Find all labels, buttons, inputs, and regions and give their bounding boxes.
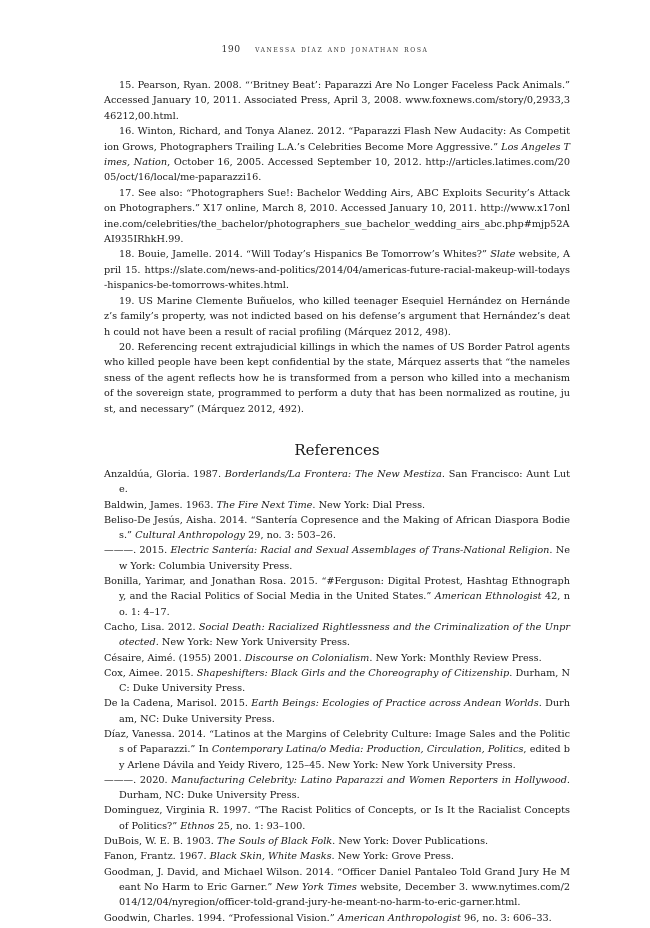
reference-entry: Fanon, Frantz. 1967. Black Skin, White Masks. New York: Grove Press.: [104, 851, 454, 863]
endnotes: [104, 78, 570, 417]
endnote: 16. Winton, Richard, and Tonya Alanez. 2012. “Paparazzi Flash New Audacity: As Competition Grows, Photographers Trailing L.A.’s Celebrities Become More Aggressive.” Los Angeles Times, Nation, October 16, 2005. Accessed September 10, 2012. http://articles.latimes.com/2005/oct/16/local/me-paparazzi16.: [104, 126, 571, 184]
endnote: 18. Bouie, Jamelle. 2014. “Will Today’s Hispanics Be Tomorrow’s Whites?” Slate website, April 15. https://slate.com/news-and-politics/2014/04/americas-future-racial-makeup-will-todays-hispanics-be-tomorrows-whites.html.: [104, 249, 570, 292]
reference-entry: Bonilla, Yarimar, and Jonathan Rosa. 2015. “#Ferguson: Digital Protest, Hashtag Ethnography, and the Racial Politics of Social Media in the United States.” American Ethnologist 42, no. 1: 4–17.: [104, 576, 570, 618]
reference-entry: ———. 2020. Manufacturing Celebrity: Latino Paparazzi and Women Reporters in Hollywood. Durham, NC: Duke University Press.: [104, 774, 570, 802]
endnote: 17. See also: “Photographers Sue!: Bachelor Wedding Airs, ABC Exploits Security’s Attack on Photographers.” X17 online, March 8, 2010. Accessed January 10, 2011. http://www.x17online.com/celebrities/the_bachelor/photographers_sue_bachelor_wedding_airs_abc.php#mjp52AAI935IRhkH.99.: [104, 187, 570, 246]
reference-entry: De la Cadena, Marisol. 2015. Earth Beings: Ecologies of Practice across Andean Worlds. Durham, NC: Duke University Press.: [104, 698, 570, 725]
references-list: [104, 467, 570, 926]
endnote: 20. Referencing recent extrajudicial killings in which the names of US Border Patrol agents who killed people have been kept confidential by the state, Márquez asserts that “the namelessness of the agent reflects how he is transformed from a person who killed into a mechanism of the sovereign state, programmed to perform a duty that has been normalized as routine, just, and necessary” (Márquez 2012, 492).: [104, 341, 571, 415]
reference-entry: Dominguez, Virginia R. 1997. “The Racist Politics of Concepts, or Is It the Racialist Concepts of Politics?” Ethnos 25, no. 1: 93–100.: [104, 805, 570, 832]
reference-entry: Goodman, J. David, and Michael Wilson. 2014. “Officer Daniel Pantaleo Told Grand Jury He Meant No Harm to Eric Garner.” New York Times website, December 3. www.nytimes.com/2014/12/04/nyregion/officer-told-grand-jury-he-meant-no-harm-to-eric-garner.html.: [104, 866, 570, 909]
reference-entry: DuBois, W. E. B. 1903. The Souls of Black Folk. New York: Dover Publications.: [104, 836, 489, 848]
reference-entry: Díaz, Vanessa. 2014. “Latinos at the Margins of Celebrity Culture: Image Sales and the Politics of Paparazzi.” In Contemporary Latina/o Media: Production, Circulation, Politics, edited by Arlene Dávila and Yeidy Rivero, 125–45. New York: New York University Press.: [104, 728, 570, 771]
reference-entry: Baldwin, James. 1963. The Fire Next Time. New York: Dial Press.: [104, 499, 426, 511]
endnote: 19. US Marine Clemente Buñuelos, who killed teenager Esequiel Hernández on Hernández’s family’s property, was not indicted based on his defense’s argument that Hernández’s death could not have been a result of racial profiling (Márquez 2012, 498).: [104, 295, 570, 338]
references-heading: References: [294, 440, 380, 459]
page-number: 190: [221, 44, 241, 55]
reference-entry: ———. 2015. Electric Santería: Racial and Sexual Assemblages of Trans-National Religion. New York: Columbia University Press.: [104, 545, 570, 572]
running-head-authors: vanessa díaz and jonathan rosa: [255, 44, 429, 55]
reference-entry: Anzaldúa, Gloria. 1987. Borderlands/La Frontera: The New Mestiza. San Francisco: Aunt Lute.: [104, 468, 571, 496]
reference-entry: Césaire, Aimé. (1955) 2001. Discourse on Colonialism. New York: Monthly Review Press.: [104, 652, 542, 664]
page-content: [104, 78, 570, 926]
running-head: [0, 44, 650, 55]
reference-entry: Cacho, Lisa. 2012. Social Death: Racialized Rightlessness and the Criminalization of the Unprotected. New York: New York University Press.: [104, 621, 570, 649]
endnote: 15. Pearson, Ryan. 2008. “‘Britney Beat’: Paparazzi Are No Longer Faceless Pack Animals.” Accessed January 10, 2011. Associated Press, April 3, 2008. www.foxnews.com/story/0,2933,346212,00.html.: [104, 80, 570, 122]
reference-entry: Goodwin, Charles. 1994. “Professional Vision.” American Anthropologist 96, no. 3: 606–33.: [104, 912, 552, 924]
reference-entry: Cox, Aimee. 2015. Shapeshifters: Black Girls and the Choreography of Citizenship. Durham, NC: Duke University Press.: [104, 667, 570, 695]
reference-entry: Beliso-De Jesús, Aisha. 2014. “Santería Copresence and the Making of African Diaspora Bodies.” Cultural Anthropology 29, no. 3: 503–26.: [104, 514, 570, 542]
